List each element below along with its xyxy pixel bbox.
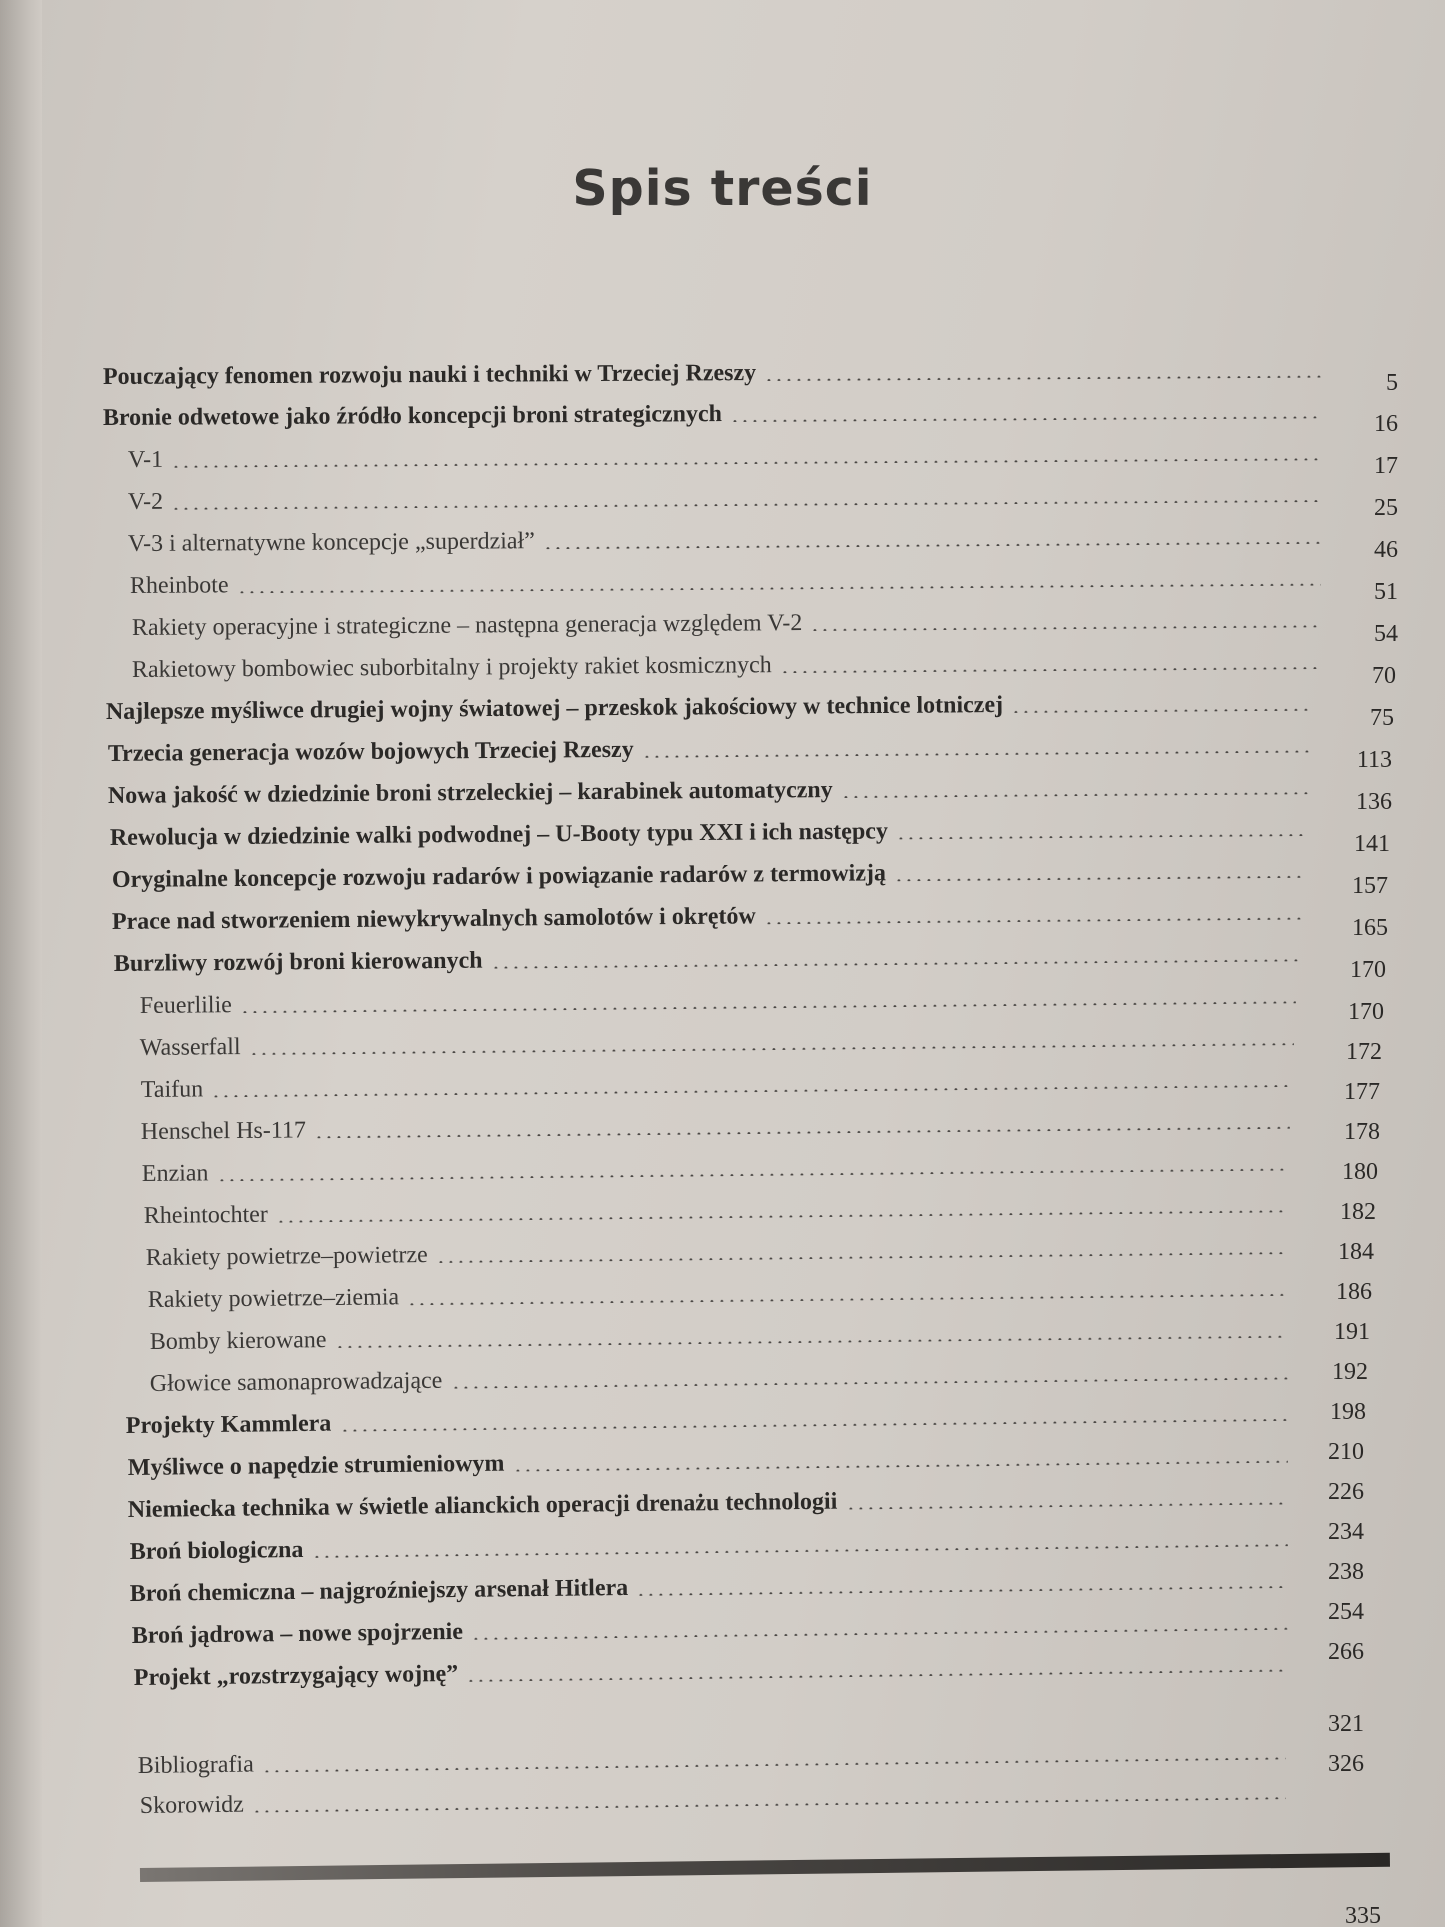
toc-entry xyxy=(103,384,1325,432)
toc-entry-label: Pouczający fenomen rozwoju nauki i techniki w Trzeciej Rzeszy xyxy=(102,360,757,391)
toc-entry-label: Broń jądrowa – nowe spojrzenie xyxy=(131,1618,464,1650)
dot-leader xyxy=(491,959,1298,968)
toc-entry xyxy=(128,510,1325,558)
toc-entry-label: Rakiety powietrze–powietrze xyxy=(145,1242,428,1271)
dot-leader xyxy=(249,1043,1294,1055)
dot-leader xyxy=(636,1586,1288,1596)
toc-entry-page: 136 xyxy=(1356,789,1392,815)
toc-entry-page: 54 xyxy=(1374,621,1398,647)
toc-entry-label: Broń chemiczna – najgroźniejszy arsenał Hitlera xyxy=(129,1574,629,1608)
dot-leader xyxy=(780,667,1318,673)
dot-leader xyxy=(171,458,1321,468)
toc-entry xyxy=(130,551,1325,600)
toc-entry-page: 210 xyxy=(1328,1439,1364,1465)
toc-entry xyxy=(108,718,1315,768)
toc-entry-label: Wasserfall xyxy=(139,1034,241,1061)
toc-entry-label: Nowa jakość w dziedzinie broni strzeleckiej – karabinek automatyczny xyxy=(107,777,833,810)
toc-entry-page: 25 xyxy=(1374,495,1398,521)
toc-entry-page: 5 xyxy=(1386,370,1398,396)
toc-entry-label: Bronie odwetowe jako źródło koncepcji broni strategicznych xyxy=(102,401,723,432)
toc-entry-label: Henschel Hs-117 xyxy=(140,1117,307,1145)
dot-leader xyxy=(436,1252,1288,1263)
dot-leader xyxy=(764,917,1301,924)
toc-entry-page: 170 xyxy=(1348,999,1384,1025)
dot-leader xyxy=(513,1461,1288,1472)
toc-entry-page: 141 xyxy=(1354,831,1390,857)
toc-entry-page: 51 xyxy=(1374,579,1398,605)
toc-entry-page: 198 xyxy=(1330,1399,1366,1425)
dot-leader xyxy=(894,876,1304,882)
toc-entry-label: Rakiety powietrze–ziemia xyxy=(147,1284,400,1313)
toc-entry-page: 184 xyxy=(1338,1239,1374,1265)
toc-entry-page: 326 xyxy=(1328,1751,1364,1777)
toc-entry-label: Rheintochter xyxy=(143,1201,268,1229)
dot-leader xyxy=(642,750,1311,757)
toc-entry-page: 178 xyxy=(1344,1119,1380,1145)
toc-entry-label: Broń biologiczna xyxy=(129,1536,304,1566)
dot-leader xyxy=(450,1377,1287,1388)
toc-entry xyxy=(128,426,1325,474)
toc-entry-page: 16 xyxy=(1374,411,1398,437)
dot-leader xyxy=(252,1797,1286,1812)
page-number: 335 xyxy=(1345,1903,1381,1927)
toc-entry-label: Bibliografia xyxy=(137,1751,254,1780)
toc-entry xyxy=(132,635,1322,684)
toc-entry xyxy=(128,468,1325,516)
toc-entry-label: Prace nad stworzeniem niewykrywalnych samolotów i okrętów xyxy=(111,903,756,936)
dot-leader xyxy=(466,1669,1288,1681)
toc-entry-page: 70 xyxy=(1372,663,1396,689)
dot-leader xyxy=(730,416,1321,422)
toc-entry-label: Oryginalne koncepcje rozwoju radarów i powiązanie radarów z termowizją xyxy=(111,860,887,894)
toc-entry-page: 238 xyxy=(1328,1559,1364,1585)
dot-leader xyxy=(407,1294,1288,1305)
toc-entry-label: Projekty Kammlera xyxy=(125,1410,332,1440)
dot-leader xyxy=(171,500,1321,510)
toc-entry-page: 170 xyxy=(1350,957,1386,983)
dot-leader xyxy=(543,542,1321,549)
dot-leader xyxy=(1011,709,1314,713)
toc-entry-label: V-1 xyxy=(127,446,164,474)
toc-entry-page: 254 xyxy=(1328,1599,1364,1625)
toc-entry-page: 180 xyxy=(1342,1159,1378,1185)
toc-entry-label: Projekt „rozstrzygający wojnę” xyxy=(133,1660,459,1692)
toc-entry-label: Skorowidz xyxy=(139,1791,244,1820)
toc-entry-page: 234 xyxy=(1328,1519,1364,1545)
toc-entry-label: Enzian xyxy=(141,1160,209,1187)
toc-entry-label: Bomby kierowane xyxy=(149,1327,327,1355)
toc-entry xyxy=(103,344,1325,391)
toc-entry-page: 182 xyxy=(1340,1199,1376,1225)
dot-leader xyxy=(314,1127,1290,1139)
toc-entry-page: 172 xyxy=(1346,1039,1382,1065)
toc-entry-page: 157 xyxy=(1352,873,1388,899)
toc-entry-page: 186 xyxy=(1336,1279,1372,1305)
dot-leader xyxy=(841,792,1308,798)
toc-entry-label: V-2 xyxy=(127,488,164,515)
dot-leader xyxy=(810,625,1321,631)
toc-entry-label: Najlepsze myśliwce drugiej wojny światowej – przeskok jakościowy w technice lotniczej xyxy=(105,692,1004,725)
toc-entry-page: 321 xyxy=(1328,1711,1364,1737)
dot-leader xyxy=(764,376,1321,381)
toc-entry xyxy=(132,593,1325,642)
toc-entry-page: 17 xyxy=(1374,453,1398,479)
toc-entry-page: 191 xyxy=(1334,1319,1370,1345)
dot-leader xyxy=(845,1502,1287,1509)
toc-entry-label: Myśliwce o napędzie strumieniowym xyxy=(127,1450,505,1482)
toc-entry-page: 226 xyxy=(1328,1479,1364,1505)
toc-entry-label: Rakiety operacyjne i strategiczne – następna generacja względem V-2 xyxy=(131,610,803,641)
toc-entry-label: Trzecia generacja wozów bojowych Trzeciej Rzeszy xyxy=(107,736,634,768)
toc-entry-label: Rheinbote xyxy=(129,572,229,599)
toc-entry-page: 192 xyxy=(1332,1359,1368,1385)
toc-entry-label: Rakietowy bombowiec suborbitalny i projekty rakiet kosmicznych xyxy=(131,652,772,683)
toc-entry-page: 75 xyxy=(1370,705,1394,731)
toc-entry-label: Głowice samonaprowadzające xyxy=(149,1367,443,1398)
toc-entry-label: Burzliwy rozwój broni kierowanych xyxy=(113,947,483,978)
toc-entry xyxy=(106,677,1318,726)
dot-leader xyxy=(896,834,1306,839)
toc-entry-label: V-3 i alternatywne koncepcje „superdział” xyxy=(127,528,535,557)
toc-entry-page: 113 xyxy=(1356,747,1392,773)
page-title: Spis treści xyxy=(572,160,873,217)
toc-entry-label: Rewolucja w dziedzinie walki podwodnej – U-Booty typu XXI i ich następcy xyxy=(109,818,888,852)
toc-entry-label: Feuerlilie xyxy=(139,992,232,1020)
toc-entry-label: Taifun xyxy=(140,1076,204,1103)
dot-leader xyxy=(240,1001,1296,1013)
toc-entry-page: 266 xyxy=(1328,1639,1364,1665)
dot-leader xyxy=(237,583,1321,593)
toc-entry-page: 165 xyxy=(1352,915,1388,941)
toc-entry-page: 46 xyxy=(1374,537,1398,563)
toc-entry-page: 177 xyxy=(1344,1079,1380,1105)
toc-entry-label: Niemiecka technika w świetle alianckich operacji drenażu technologii xyxy=(127,1488,838,1524)
dot-leader xyxy=(471,1628,1288,1640)
